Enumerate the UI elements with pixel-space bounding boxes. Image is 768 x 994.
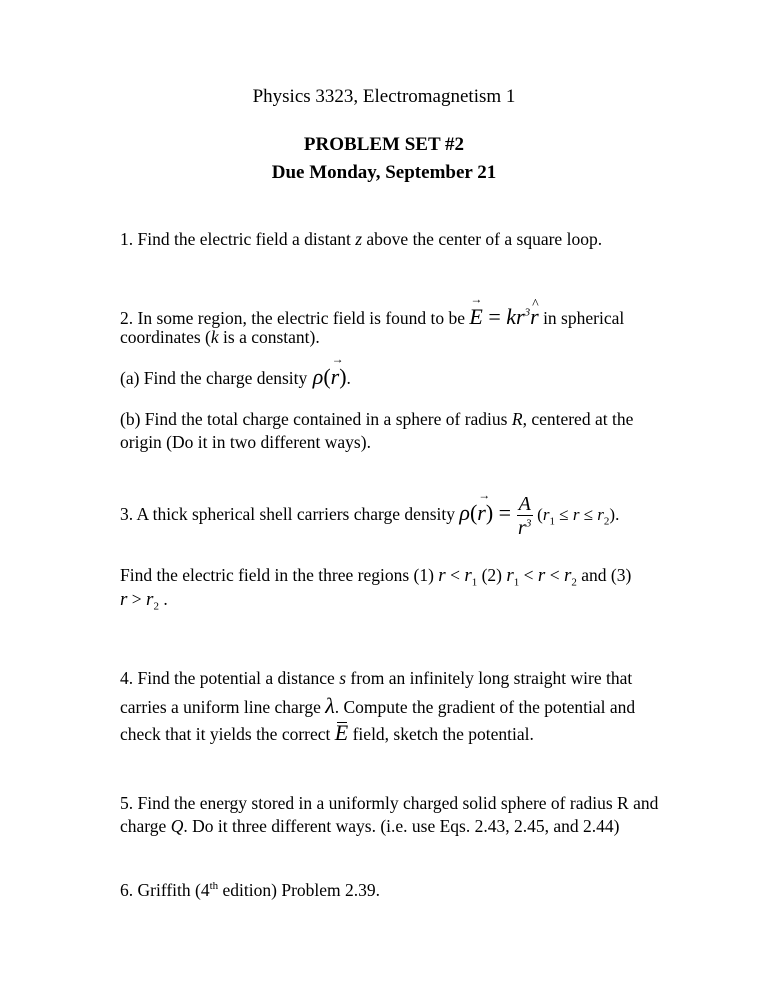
equation-charge-density: ρ(→ r) = [459,500,516,525]
var-z: z [355,229,363,249]
problem-2-line-1: 2. In some region, the electric field is found to be → $E = kr^3\^{}$ r in spherical [120,304,624,330]
problem-1: 1. Find the electric field a distant z above the center of a square loop. [120,229,603,249]
lambda-symbol: λ [325,693,335,718]
problem-6: 6. Griffith (4th edition) Problem 2.39. [120,880,381,900]
problem-5-line-1: 5. Find the energy stored in a uniformly charged solid sphere of radius R and [120,793,659,813]
due-date: Due Monday, September 21 [271,162,497,183]
problem-2-part-b-line-1: (b) Find the total charge contained in a sphere of radius R, centered at the [120,409,634,429]
fraction-a-over-r3: $\frac{A}{r^3}$ [518,493,532,539]
course-title: Physics 3323, Electromagnetism 1 [252,86,516,107]
problem-2-part-b-line-2: origin (Do it in two different ways). [120,432,371,452]
problem-3-line-3: $r > r_2$ . [120,589,168,613]
problem-3-line-2: Find the electric field in the three regions (1) $r < r_1$ (2) $r_1 < r < r_2$ and (3) [120,565,632,589]
problem-set-title: PROBLEM SET #2 [303,134,465,155]
problem-3-line-1: 3. A thick spherical shell carriers charge density ρ(→ r) = $\frac{A}{r^3}$ $(r_1 \le r \le r_2)$. [120,494,619,538]
problem-5-line-2: charge Q. Do it three different ways. (i.e. use Eqs. 2.43, 2.45, and 2.44) [120,816,620,836]
problem-4-line-1: 4. Find the potential a distance s from an infinitely long straight wire that [120,668,633,688]
problem-2-part-a: (a) Find the charge density ρ(→ r). [120,364,351,390]
problem-4-line-3: check that it yields the correct E field, sketch the potential. [120,720,534,745]
equation-e-field: → $E = kr^3\^{}$ r [469,304,538,329]
problem-2-line-2: coordinates (k is a constant). [120,327,320,347]
problem-4-line-2: carries a uniform line charge λ. Compute the gradient of the potential and [120,693,636,718]
e-field-symbol: E [334,720,349,745]
equation-rho: ρ(→ r) [307,364,346,389]
